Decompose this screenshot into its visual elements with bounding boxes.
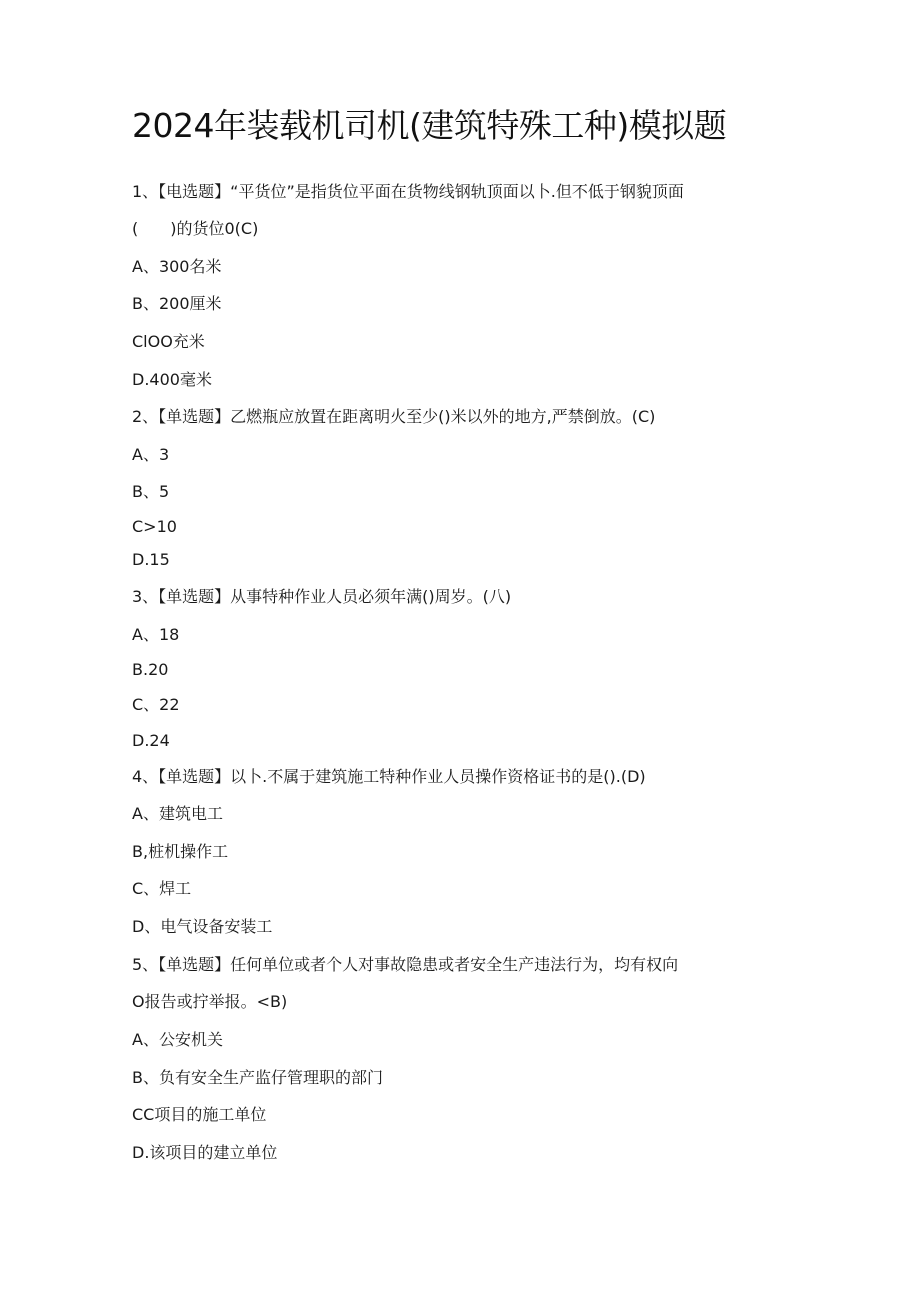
question-2-option-a: A、3 [132,445,170,464]
question-4-stem: 4、【单选题】以卜.不属于建筑施工特种作业人员操作资格证书的是().(D) [132,767,646,786]
question-3-option-c: C、22 [132,695,180,714]
question-1-stem-line-2: ( )的货位0(C) [132,219,259,238]
document-title: 2024年装载机司机(建筑特殊工种)模拟题 [132,106,727,145]
question-5-option-a: A、公安机关 [132,1030,223,1049]
question-5-option-c: CC项目的施工单位 [132,1105,267,1124]
question-2-option-d: D.15 [132,550,170,569]
question-5-option-d: D.该项目的建立单位 [132,1143,278,1162]
question-1-stem-line-1: 1、【电选题】“平货位”是指货位平面在货物线钢轨顶面以卜.但不低于钢貌顶面 [132,182,684,201]
question-1-option-a: A、300名米 [132,257,222,276]
question-1-option-d: D.400毫米 [132,370,212,389]
question-5-stem-line-2: O报告或拧举报。<B) [132,992,288,1011]
question-4-option-d: D、电气设备安装工 [132,917,273,936]
question-4-option-c: C、焊工 [132,879,192,898]
question-1-option-b: B、200厘米 [132,294,222,313]
question-2-option-b: B、5 [132,482,170,501]
question-4-option-b: B,桩机操作工 [132,842,229,861]
question-2-option-c: C>10 [132,517,177,536]
question-2-stem: 2、【单选题】乙燃瓶应放置在距离明火至少()米以外的地方,严禁倒放。(C) [132,407,656,426]
question-4-option-a: A、建筑电工 [132,804,223,823]
question-3-option-b: B.20 [132,660,169,679]
question-1-option-c: ClOO充米 [132,332,205,351]
question-5-option-b: B、负有安全生产监仔管理职的部门 [132,1068,383,1087]
question-3-option-a: A、18 [132,625,180,644]
question-3-stem: 3、【单选题】从事特种作业人员必须年满()周岁。(八) [132,587,512,606]
question-3-option-d: D.24 [132,731,170,750]
question-5-stem-line-1: 5、【单选题】任何单位或者个人对事故隐患或者安全生产违法行为，均有权向 [132,955,679,974]
